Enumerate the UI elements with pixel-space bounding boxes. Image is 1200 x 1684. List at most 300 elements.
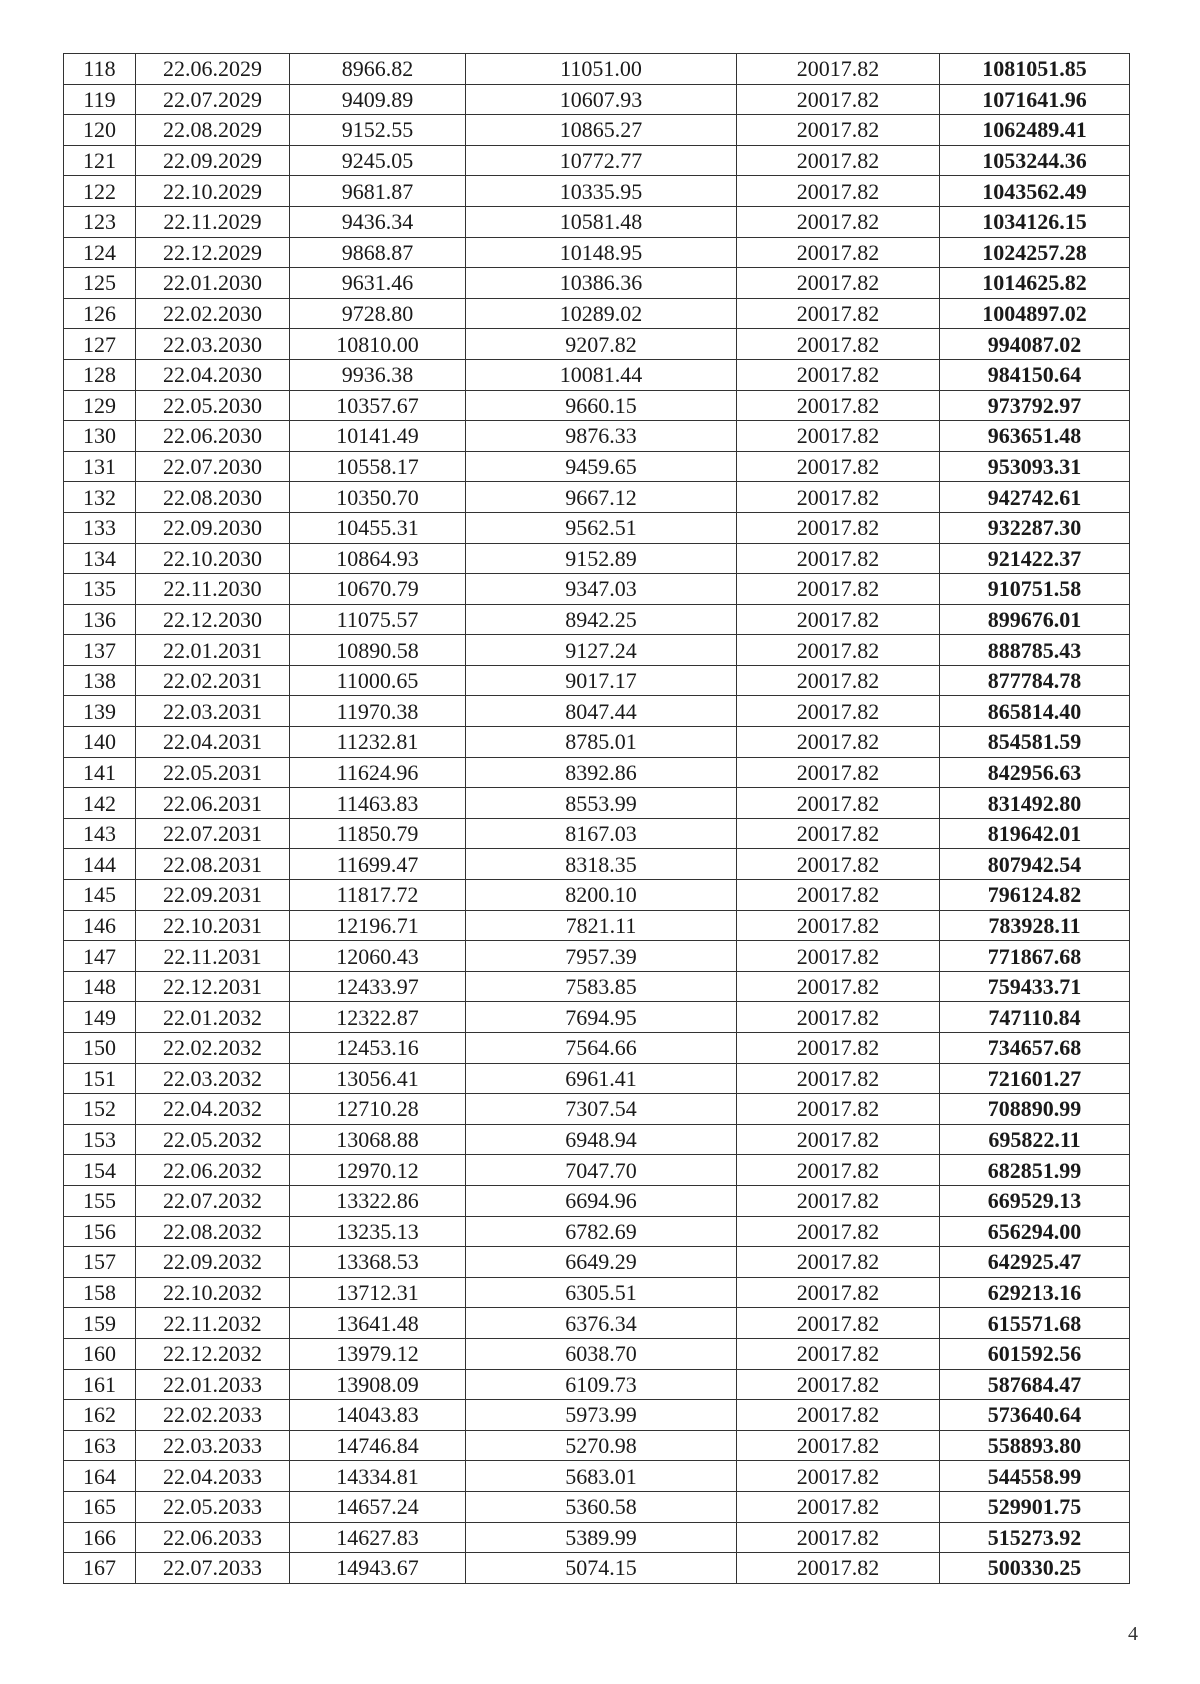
payment-amount-cell: 20017.82 <box>737 1430 940 1461</box>
interest-cell: 6376.34 <box>466 1308 737 1339</box>
interest-cell: 8785.01 <box>466 727 737 758</box>
payment-date-cell: 22.08.2030 <box>136 482 290 513</box>
payment-number-cell: 131 <box>64 451 136 482</box>
interest-cell: 5973.99 <box>466 1400 737 1431</box>
payment-amount-cell: 20017.82 <box>737 268 940 299</box>
principal-cell: 12322.87 <box>290 1002 466 1033</box>
remaining-balance-cell: 642925.47 <box>940 1247 1130 1278</box>
payment-amount-cell: 20017.82 <box>737 206 940 237</box>
remaining-balance-cell: 629213.16 <box>940 1277 1130 1308</box>
payment-date-cell: 22.11.2032 <box>136 1308 290 1339</box>
table-row <box>64 1247 1130 1278</box>
interest-cell: 10581.48 <box>466 206 737 237</box>
table-row <box>64 1216 1130 1247</box>
principal-cell: 10357.67 <box>290 390 466 421</box>
principal-cell: 9868.87 <box>290 237 466 268</box>
payment-number-cell: 148 <box>64 971 136 1002</box>
payment-schedule-body <box>64 54 1130 1584</box>
payment-date-cell: 22.08.2032 <box>136 1216 290 1247</box>
payment-date-cell: 22.12.2029 <box>136 237 290 268</box>
interest-cell: 7047.70 <box>466 1155 737 1186</box>
payment-amount-cell: 20017.82 <box>737 1461 940 1492</box>
interest-cell: 8200.10 <box>466 880 737 911</box>
payment-amount-cell: 20017.82 <box>737 176 940 207</box>
table-row <box>64 971 1130 1002</box>
remaining-balance-cell: 587684.47 <box>940 1369 1130 1400</box>
remaining-balance-cell: 695822.11 <box>940 1124 1130 1155</box>
remaining-balance-cell: 819642.01 <box>940 818 1130 849</box>
interest-cell: 5270.98 <box>466 1430 737 1461</box>
table-row <box>64 145 1130 176</box>
payment-number-cell: 160 <box>64 1338 136 1369</box>
payment-amount-cell: 20017.82 <box>737 1002 940 1033</box>
payment-date-cell: 22.06.2032 <box>136 1155 290 1186</box>
principal-cell: 11817.72 <box>290 880 466 911</box>
remaining-balance-cell: 783928.11 <box>940 910 1130 941</box>
interest-cell: 9127.24 <box>466 635 737 666</box>
table-row <box>64 1491 1130 1522</box>
payment-number-cell: 157 <box>64 1247 136 1278</box>
remaining-balance-cell: 865814.40 <box>940 696 1130 727</box>
table-row <box>64 237 1130 268</box>
payment-amount-cell: 20017.82 <box>737 635 940 666</box>
payment-amount-cell: 20017.82 <box>737 543 940 574</box>
payment-number-cell: 165 <box>64 1491 136 1522</box>
payment-amount-cell: 20017.82 <box>737 818 940 849</box>
remaining-balance-cell: 1014625.82 <box>940 268 1130 299</box>
table-row <box>64 1033 1130 1064</box>
remaining-balance-cell: 842956.63 <box>940 757 1130 788</box>
payment-number-cell: 140 <box>64 727 136 758</box>
payment-number-cell: 145 <box>64 880 136 911</box>
principal-cell: 12196.71 <box>290 910 466 941</box>
interest-cell: 7564.66 <box>466 1033 737 1064</box>
payment-amount-cell: 20017.82 <box>737 971 940 1002</box>
payment-number-cell: 153 <box>64 1124 136 1155</box>
payment-number-cell: 139 <box>64 696 136 727</box>
principal-cell: 13322.86 <box>290 1185 466 1216</box>
table-row <box>64 665 1130 696</box>
principal-cell: 13368.53 <box>290 1247 466 1278</box>
remaining-balance-cell: 1081051.85 <box>940 54 1130 85</box>
table-row <box>64 1155 1130 1186</box>
principal-cell: 11970.38 <box>290 696 466 727</box>
payment-number-cell: 143 <box>64 818 136 849</box>
payment-amount-cell: 20017.82 <box>737 1124 940 1155</box>
payment-schedule-table <box>63 53 1130 1584</box>
principal-cell: 13712.31 <box>290 1277 466 1308</box>
remaining-balance-cell: 963651.48 <box>940 421 1130 452</box>
interest-cell: 9562.51 <box>466 512 737 543</box>
principal-cell: 9728.80 <box>290 298 466 329</box>
interest-cell: 10607.93 <box>466 84 737 115</box>
principal-cell: 11624.96 <box>290 757 466 788</box>
remaining-balance-cell: 994087.02 <box>940 329 1130 360</box>
payment-date-cell: 22.08.2031 <box>136 849 290 880</box>
principal-cell: 9409.89 <box>290 84 466 115</box>
table-row <box>64 757 1130 788</box>
interest-cell: 10335.95 <box>466 176 737 207</box>
remaining-balance-cell: 734657.68 <box>940 1033 1130 1064</box>
payment-amount-cell: 20017.82 <box>737 604 940 635</box>
remaining-balance-cell: 807942.54 <box>940 849 1130 880</box>
payment-date-cell: 22.01.2031 <box>136 635 290 666</box>
payment-number-cell: 164 <box>64 1461 136 1492</box>
payment-date-cell: 22.03.2032 <box>136 1063 290 1094</box>
table-row <box>64 1002 1130 1033</box>
principal-cell: 10350.70 <box>290 482 466 513</box>
remaining-balance-cell: 544558.99 <box>940 1461 1130 1492</box>
principal-cell: 11463.83 <box>290 788 466 819</box>
remaining-balance-cell: 1053244.36 <box>940 145 1130 176</box>
payment-date-cell: 22.02.2030 <box>136 298 290 329</box>
principal-cell: 13979.12 <box>290 1338 466 1369</box>
remaining-balance-cell: 888785.43 <box>940 635 1130 666</box>
principal-cell: 10890.58 <box>290 635 466 666</box>
remaining-balance-cell: 831492.80 <box>940 788 1130 819</box>
table-row <box>64 727 1130 758</box>
payment-amount-cell: 20017.82 <box>737 1155 940 1186</box>
payment-amount-cell: 20017.82 <box>737 145 940 176</box>
payment-amount-cell: 20017.82 <box>737 849 940 880</box>
payment-amount-cell: 20017.82 <box>737 451 940 482</box>
table-row <box>64 1124 1130 1155</box>
remaining-balance-cell: 656294.00 <box>940 1216 1130 1247</box>
table-row <box>64 696 1130 727</box>
payment-number-cell: 135 <box>64 574 136 605</box>
table-row <box>64 390 1130 421</box>
payment-number-cell: 123 <box>64 206 136 237</box>
table-row <box>64 1277 1130 1308</box>
interest-cell: 9660.15 <box>466 390 737 421</box>
payment-number-cell: 119 <box>64 84 136 115</box>
interest-cell: 6782.69 <box>466 1216 737 1247</box>
table-row <box>64 635 1130 666</box>
interest-cell: 6961.41 <box>466 1063 737 1094</box>
remaining-balance-cell: 558893.80 <box>940 1430 1130 1461</box>
interest-cell: 6109.73 <box>466 1369 737 1400</box>
interest-cell: 10772.77 <box>466 145 737 176</box>
payment-number-cell: 156 <box>64 1216 136 1247</box>
payment-number-cell: 136 <box>64 604 136 635</box>
payment-amount-cell: 20017.82 <box>737 115 940 146</box>
remaining-balance-cell: 854581.59 <box>940 727 1130 758</box>
principal-cell: 9245.05 <box>290 145 466 176</box>
principal-cell: 9631.46 <box>290 268 466 299</box>
interest-cell: 9017.17 <box>466 665 737 696</box>
payment-date-cell: 22.12.2030 <box>136 604 290 635</box>
payment-number-cell: 152 <box>64 1094 136 1125</box>
payment-amount-cell: 20017.82 <box>737 941 940 972</box>
payment-number-cell: 138 <box>64 665 136 696</box>
payment-date-cell: 22.03.2030 <box>136 329 290 360</box>
payment-date-cell: 22.10.2031 <box>136 910 290 941</box>
principal-cell: 11075.57 <box>290 604 466 635</box>
table-row <box>64 482 1130 513</box>
remaining-balance-cell: 942742.61 <box>940 482 1130 513</box>
payment-amount-cell: 20017.82 <box>737 54 940 85</box>
payment-number-cell: 159 <box>64 1308 136 1339</box>
table-row <box>64 880 1130 911</box>
payment-date-cell: 22.03.2031 <box>136 696 290 727</box>
remaining-balance-cell: 910751.58 <box>940 574 1130 605</box>
interest-cell: 6649.29 <box>466 1247 737 1278</box>
principal-cell: 10141.49 <box>290 421 466 452</box>
interest-cell: 9459.65 <box>466 451 737 482</box>
interest-cell: 8318.35 <box>466 849 737 880</box>
remaining-balance-cell: 747110.84 <box>940 1002 1130 1033</box>
remaining-balance-cell: 1024257.28 <box>940 237 1130 268</box>
payment-number-cell: 137 <box>64 635 136 666</box>
payment-amount-cell: 20017.82 <box>737 880 940 911</box>
table-row <box>64 604 1130 635</box>
principal-cell: 12970.12 <box>290 1155 466 1186</box>
principal-cell: 14334.81 <box>290 1461 466 1492</box>
interest-cell: 7583.85 <box>466 971 737 1002</box>
payment-amount-cell: 20017.82 <box>737 1491 940 1522</box>
payment-amount-cell: 20017.82 <box>737 390 940 421</box>
payment-number-cell: 121 <box>64 145 136 176</box>
table-row <box>64 206 1130 237</box>
remaining-balance-cell: 1071641.96 <box>940 84 1130 115</box>
payment-amount-cell: 20017.82 <box>737 421 940 452</box>
principal-cell: 12433.97 <box>290 971 466 1002</box>
payment-amount-cell: 20017.82 <box>737 1247 940 1278</box>
remaining-balance-cell: 1062489.41 <box>940 115 1130 146</box>
payment-date-cell: 22.04.2032 <box>136 1094 290 1125</box>
payment-date-cell: 22.01.2030 <box>136 268 290 299</box>
payment-amount-cell: 20017.82 <box>737 298 940 329</box>
interest-cell: 5074.15 <box>466 1553 737 1584</box>
payment-amount-cell: 20017.82 <box>737 359 940 390</box>
payment-number-cell: 132 <box>64 482 136 513</box>
principal-cell: 10670.79 <box>290 574 466 605</box>
payment-date-cell: 22.06.2031 <box>136 788 290 819</box>
principal-cell: 11232.81 <box>290 727 466 758</box>
remaining-balance-cell: 759433.71 <box>940 971 1130 1002</box>
table-row <box>64 818 1130 849</box>
payment-amount-cell: 20017.82 <box>737 1369 940 1400</box>
payment-number-cell: 166 <box>64 1522 136 1553</box>
interest-cell: 6694.96 <box>466 1185 737 1216</box>
payment-date-cell: 22.01.2033 <box>136 1369 290 1400</box>
interest-cell: 10386.36 <box>466 268 737 299</box>
remaining-balance-cell: 708890.99 <box>940 1094 1130 1125</box>
payment-amount-cell: 20017.82 <box>737 696 940 727</box>
payment-date-cell: 22.06.2030 <box>136 421 290 452</box>
payment-date-cell: 22.05.2030 <box>136 390 290 421</box>
payment-date-cell: 22.02.2032 <box>136 1033 290 1064</box>
interest-cell: 5360.58 <box>466 1491 737 1522</box>
principal-cell: 12060.43 <box>290 941 466 972</box>
principal-cell: 8966.82 <box>290 54 466 85</box>
table-row <box>64 788 1130 819</box>
interest-cell: 6305.51 <box>466 1277 737 1308</box>
payment-date-cell: 22.11.2031 <box>136 941 290 972</box>
payment-amount-cell: 20017.82 <box>737 512 940 543</box>
payment-amount-cell: 20017.82 <box>737 1522 940 1553</box>
payment-date-cell: 22.09.2032 <box>136 1247 290 1278</box>
interest-cell: 5683.01 <box>466 1461 737 1492</box>
interest-cell: 10081.44 <box>466 359 737 390</box>
table-row <box>64 543 1130 574</box>
payment-date-cell: 22.12.2032 <box>136 1338 290 1369</box>
payment-number-cell: 125 <box>64 268 136 299</box>
payment-date-cell: 22.03.2033 <box>136 1430 290 1461</box>
principal-cell: 10558.17 <box>290 451 466 482</box>
payment-date-cell: 22.06.2029 <box>136 54 290 85</box>
payment-amount-cell: 20017.82 <box>737 1094 940 1125</box>
remaining-balance-cell: 682851.99 <box>940 1155 1130 1186</box>
table-row <box>64 849 1130 880</box>
payment-amount-cell: 20017.82 <box>737 1308 940 1339</box>
principal-cell: 9681.87 <box>290 176 466 207</box>
payment-amount-cell: 20017.82 <box>737 1338 940 1369</box>
payment-date-cell: 22.12.2031 <box>136 971 290 1002</box>
table-row <box>64 941 1130 972</box>
payment-number-cell: 129 <box>64 390 136 421</box>
payment-number-cell: 134 <box>64 543 136 574</box>
remaining-balance-cell: 669529.13 <box>940 1185 1130 1216</box>
table-row <box>64 268 1130 299</box>
payment-number-cell: 144 <box>64 849 136 880</box>
remaining-balance-cell: 721601.27 <box>940 1063 1130 1094</box>
payment-number-cell: 124 <box>64 237 136 268</box>
principal-cell: 11699.47 <box>290 849 466 880</box>
payment-date-cell: 22.10.2029 <box>136 176 290 207</box>
table-row <box>64 1063 1130 1094</box>
remaining-balance-cell: 796124.82 <box>940 880 1130 911</box>
table-row <box>64 1430 1130 1461</box>
payment-date-cell: 22.10.2030 <box>136 543 290 574</box>
payment-amount-cell: 20017.82 <box>737 1033 940 1064</box>
payment-date-cell: 22.07.2032 <box>136 1185 290 1216</box>
table-row <box>64 176 1130 207</box>
payment-number-cell: 149 <box>64 1002 136 1033</box>
payment-number-cell: 146 <box>64 910 136 941</box>
interest-cell: 6948.94 <box>466 1124 737 1155</box>
payment-number-cell: 154 <box>64 1155 136 1186</box>
payment-amount-cell: 20017.82 <box>737 727 940 758</box>
interest-cell: 11051.00 <box>466 54 737 85</box>
table-row <box>64 512 1130 543</box>
remaining-balance-cell: 771867.68 <box>940 941 1130 972</box>
principal-cell: 12453.16 <box>290 1033 466 1064</box>
principal-cell: 13641.48 <box>290 1308 466 1339</box>
payment-number-cell: 158 <box>64 1277 136 1308</box>
payment-amount-cell: 20017.82 <box>737 788 940 819</box>
remaining-balance-cell: 1034126.15 <box>940 206 1130 237</box>
payment-number-cell: 127 <box>64 329 136 360</box>
payment-number-cell: 126 <box>64 298 136 329</box>
payment-date-cell: 22.05.2032 <box>136 1124 290 1155</box>
table-row <box>64 1369 1130 1400</box>
table-row <box>64 1308 1130 1339</box>
payment-number-cell: 150 <box>64 1033 136 1064</box>
interest-cell: 8553.99 <box>466 788 737 819</box>
principal-cell: 13068.88 <box>290 1124 466 1155</box>
principal-cell: 14943.67 <box>290 1553 466 1584</box>
payment-date-cell: 22.05.2031 <box>136 757 290 788</box>
table-row <box>64 84 1130 115</box>
interest-cell: 8942.25 <box>466 604 737 635</box>
interest-cell: 7957.39 <box>466 941 737 972</box>
interest-cell: 7821.11 <box>466 910 737 941</box>
table-row <box>64 1522 1130 1553</box>
table-row <box>64 910 1130 941</box>
payment-date-cell: 22.05.2033 <box>136 1491 290 1522</box>
remaining-balance-cell: 973792.97 <box>940 390 1130 421</box>
principal-cell: 10810.00 <box>290 329 466 360</box>
payment-number-cell: 118 <box>64 54 136 85</box>
payment-number-cell: 161 <box>64 1369 136 1400</box>
payment-number-cell: 141 <box>64 757 136 788</box>
payment-date-cell: 22.04.2033 <box>136 1461 290 1492</box>
remaining-balance-cell: 573640.64 <box>940 1400 1130 1431</box>
table-row <box>64 359 1130 390</box>
payment-date-cell: 22.09.2029 <box>136 145 290 176</box>
principal-cell: 11850.79 <box>290 818 466 849</box>
payment-amount-cell: 20017.82 <box>737 1553 940 1584</box>
payment-date-cell: 22.11.2029 <box>136 206 290 237</box>
payment-date-cell: 22.08.2029 <box>136 115 290 146</box>
payment-amount-cell: 20017.82 <box>737 1400 940 1431</box>
payment-number-cell: 122 <box>64 176 136 207</box>
payment-number-cell: 163 <box>64 1430 136 1461</box>
principal-cell: 11000.65 <box>290 665 466 696</box>
remaining-balance-cell: 515273.92 <box>940 1522 1130 1553</box>
table-row <box>64 54 1130 85</box>
principal-cell: 9436.34 <box>290 206 466 237</box>
interest-cell: 10148.95 <box>466 237 737 268</box>
remaining-balance-cell: 953093.31 <box>940 451 1130 482</box>
payment-amount-cell: 20017.82 <box>737 482 940 513</box>
payment-date-cell: 22.09.2030 <box>136 512 290 543</box>
payment-amount-cell: 20017.82 <box>737 574 940 605</box>
payment-amount-cell: 20017.82 <box>737 665 940 696</box>
table-row <box>64 1461 1130 1492</box>
remaining-balance-cell: 1043562.49 <box>940 176 1130 207</box>
payment-amount-cell: 20017.82 <box>737 1063 940 1094</box>
payment-date-cell: 22.02.2033 <box>136 1400 290 1431</box>
remaining-balance-cell: 1004897.02 <box>940 298 1130 329</box>
payment-amount-cell: 20017.82 <box>737 1185 940 1216</box>
payment-amount-cell: 20017.82 <box>737 84 940 115</box>
principal-cell: 14627.83 <box>290 1522 466 1553</box>
payment-number-cell: 142 <box>64 788 136 819</box>
payment-date-cell: 22.01.2032 <box>136 1002 290 1033</box>
table-row <box>64 115 1130 146</box>
interest-cell: 7694.95 <box>466 1002 737 1033</box>
remaining-balance-cell: 899676.01 <box>940 604 1130 635</box>
payment-date-cell: 22.07.2029 <box>136 84 290 115</box>
table-row <box>64 1094 1130 1125</box>
payment-number-cell: 128 <box>64 359 136 390</box>
principal-cell: 10864.93 <box>290 543 466 574</box>
remaining-balance-cell: 984150.64 <box>940 359 1130 390</box>
principal-cell: 13235.13 <box>290 1216 466 1247</box>
interest-cell: 5389.99 <box>466 1522 737 1553</box>
table-row <box>64 421 1130 452</box>
remaining-balance-cell: 921422.37 <box>940 543 1130 574</box>
interest-cell: 9667.12 <box>466 482 737 513</box>
interest-cell: 9347.03 <box>466 574 737 605</box>
table-row <box>64 1185 1130 1216</box>
interest-cell: 10865.27 <box>466 115 737 146</box>
principal-cell: 14043.83 <box>290 1400 466 1431</box>
payment-amount-cell: 20017.82 <box>737 910 940 941</box>
payment-date-cell: 22.07.2031 <box>136 818 290 849</box>
